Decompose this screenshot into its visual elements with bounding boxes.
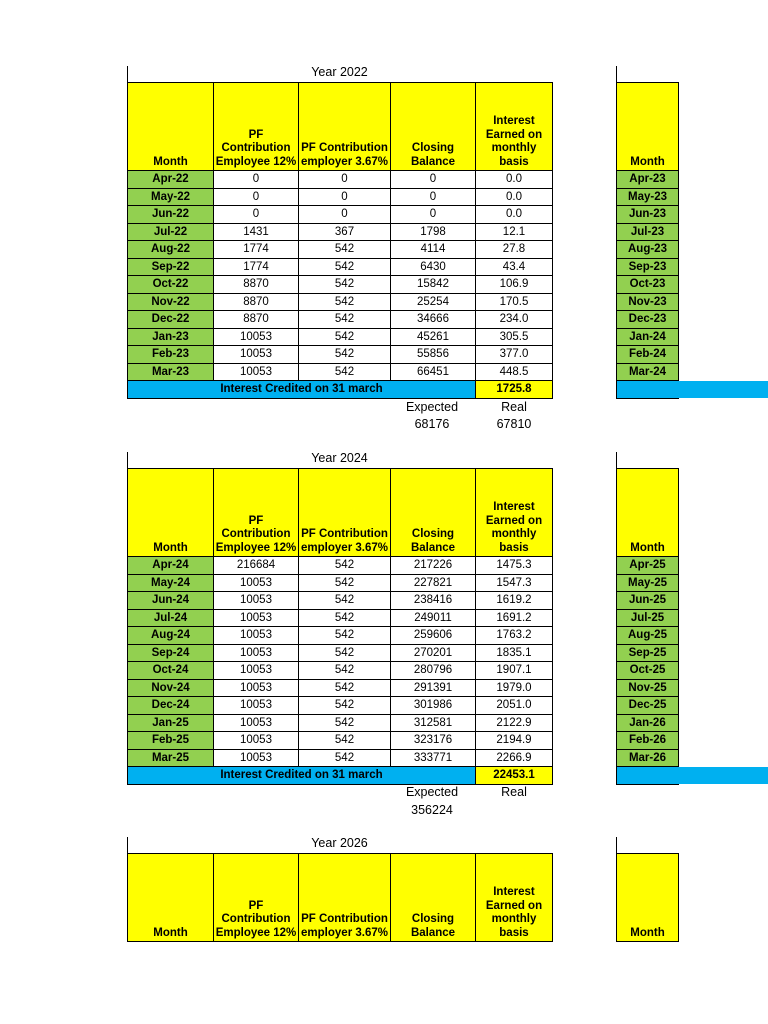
table-row <box>128 276 553 294</box>
pf-table-2024 <box>127 468 553 785</box>
side-month-cell: Jul-23 <box>617 223 679 241</box>
interest-cell: 2266.9 <box>476 749 553 767</box>
table-row <box>128 188 553 206</box>
month-cell: May-24 <box>128 574 214 592</box>
closing-cell: 15842 <box>391 276 476 294</box>
header-employer: PF Contribution employer 3.67% <box>299 469 391 557</box>
closing-cell: 323176 <box>391 732 476 750</box>
table-row <box>128 557 553 575</box>
interest-cell: 1475.3 <box>476 557 553 575</box>
month-cell: Feb-25 <box>128 732 214 750</box>
side-month-cell: Nov-23 <box>617 293 679 311</box>
table-row <box>128 171 553 189</box>
side-table-2025 <box>616 468 679 785</box>
table-row <box>128 258 553 276</box>
employer-cell: 542 <box>299 311 391 329</box>
side-row <box>617 697 679 715</box>
interest-cell: 1619.2 <box>476 592 553 610</box>
month-cell: Oct-22 <box>128 276 214 294</box>
side-month-cell: Sep-25 <box>617 644 679 662</box>
closing-cell: 301986 <box>391 697 476 715</box>
interest-total: 1725.8 <box>476 381 553 399</box>
side-row <box>617 644 679 662</box>
employee-cell: 8870 <box>214 276 299 294</box>
side-row <box>617 732 679 750</box>
side-row <box>617 679 679 697</box>
side-row <box>617 592 679 610</box>
side-month-cell: Dec-25 <box>617 697 679 715</box>
month-cell: Jul-22 <box>128 223 214 241</box>
side-row <box>617 171 679 189</box>
month-cell: Jun-22 <box>128 206 214 224</box>
employer-cell: 542 <box>299 679 391 697</box>
employer-cell: 367 <box>299 223 391 241</box>
employee-cell: 10053 <box>214 714 299 732</box>
interest-cell: 1979.0 <box>476 679 553 697</box>
side-row <box>617 206 679 224</box>
header-employee: PF Contribution Employee 12% <box>214 469 299 557</box>
employer-cell: 542 <box>299 714 391 732</box>
side-row <box>617 241 679 259</box>
interest-total: 22453.1 <box>476 767 553 785</box>
month-cell: Apr-24 <box>128 557 214 575</box>
closing-cell: 45261 <box>391 328 476 346</box>
side-row <box>617 557 679 575</box>
employer-cell: 542 <box>299 363 391 381</box>
interest-cell: 1691.2 <box>476 609 553 627</box>
interest-cell: 1835.1 <box>476 644 553 662</box>
interest-cell: 1763.2 <box>476 627 553 645</box>
header-month: Month <box>128 469 214 557</box>
month-cell: Sep-22 <box>128 258 214 276</box>
employee-cell: 10053 <box>214 627 299 645</box>
month-cell: Jun-24 <box>128 592 214 610</box>
table-row <box>128 206 553 224</box>
side-month-cell: Jun-23 <box>617 206 679 224</box>
employer-cell: 0 <box>299 171 391 189</box>
side-month-cell: Sep-23 <box>617 258 679 276</box>
employee-cell: 0 <box>214 171 299 189</box>
interest-cell: 1547.3 <box>476 574 553 592</box>
table-row <box>128 627 553 645</box>
interest-credited-row <box>128 381 553 399</box>
table-row <box>128 293 553 311</box>
expected-label: Expected <box>405 400 459 414</box>
employer-cell: 542 <box>299 592 391 610</box>
side-month-cell: Jan-26 <box>617 714 679 732</box>
closing-cell: 249011 <box>391 609 476 627</box>
closing-cell: 259606 <box>391 627 476 645</box>
employee-cell: 10053 <box>214 732 299 750</box>
interest-cell: 2051.0 <box>476 697 553 715</box>
employer-cell: 542 <box>299 697 391 715</box>
employer-cell: 542 <box>299 662 391 680</box>
header-closing: Closing Balance <box>391 854 476 942</box>
interest-cell: 448.5 <box>476 363 553 381</box>
employee-cell: 8870 <box>214 293 299 311</box>
interest-cell: 27.8 <box>476 241 553 259</box>
employer-cell: 0 <box>299 206 391 224</box>
table-row <box>128 662 553 680</box>
side-interest-cell <box>617 767 679 785</box>
table-row <box>128 311 553 329</box>
side-row <box>617 293 679 311</box>
closing-cell: 270201 <box>391 644 476 662</box>
closing-cell: 227821 <box>391 574 476 592</box>
employee-cell: 10053 <box>214 363 299 381</box>
header-month: Month <box>128 83 214 171</box>
side-month-cell: Mar-26 <box>617 749 679 767</box>
side-month-cell: Mar-24 <box>617 363 679 381</box>
side-month-cell: Jan-24 <box>617 328 679 346</box>
table-row <box>128 346 553 364</box>
employer-cell: 542 <box>299 346 391 364</box>
employee-cell: 10053 <box>214 574 299 592</box>
interest-cell: 377.0 <box>476 346 553 364</box>
table-row <box>128 679 553 697</box>
closing-cell: 280796 <box>391 662 476 680</box>
employer-cell: 542 <box>299 574 391 592</box>
interest-cell: 2194.9 <box>476 732 553 750</box>
closing-cell: 1798 <box>391 223 476 241</box>
interest-credited-label: Interest Credited on 31 march <box>128 381 476 399</box>
table-row <box>128 592 553 610</box>
employee-cell: 10053 <box>214 662 299 680</box>
month-cell: Nov-24 <box>128 679 214 697</box>
table-row <box>128 328 553 346</box>
employee-cell: 10053 <box>214 346 299 364</box>
interest-cell: 0.0 <box>476 206 553 224</box>
expected-label: Expected <box>405 785 459 799</box>
real-label: Real <box>501 785 527 799</box>
closing-cell: 333771 <box>391 749 476 767</box>
month-cell: May-22 <box>128 188 214 206</box>
interest-cell: 234.0 <box>476 311 553 329</box>
interest-cell: 0.0 <box>476 171 553 189</box>
table-row <box>128 223 553 241</box>
month-cell: Mar-23 <box>128 363 214 381</box>
side-month-cell: Feb-26 <box>617 732 679 750</box>
employer-cell: 542 <box>299 627 391 645</box>
employee-cell: 216684 <box>214 557 299 575</box>
month-cell: Dec-24 <box>128 697 214 715</box>
side-header-month: Month <box>617 469 679 557</box>
pf-table-2026 <box>127 853 553 942</box>
interest-cell: 106.9 <box>476 276 553 294</box>
closing-cell: 217226 <box>391 557 476 575</box>
closing-cell: 6430 <box>391 258 476 276</box>
employer-cell: 542 <box>299 276 391 294</box>
month-cell: Dec-22 <box>128 311 214 329</box>
header-interest: Interest Earned on monthly basis <box>476 83 553 171</box>
header-month: Month <box>128 854 214 942</box>
month-cell: Aug-24 <box>128 627 214 645</box>
side-interest-row <box>617 767 679 785</box>
side-table-2023 <box>616 82 679 399</box>
header-employer: PF Contribution employer 3.67% <box>299 854 391 942</box>
table-row <box>128 697 553 715</box>
employee-cell: 0 <box>214 206 299 224</box>
employer-cell: 542 <box>299 732 391 750</box>
employer-cell: 542 <box>299 241 391 259</box>
year-title: Year 2024 <box>311 451 368 465</box>
employer-cell: 542 <box>299 644 391 662</box>
side-row <box>617 363 679 381</box>
table-row <box>128 363 553 381</box>
side-row <box>617 749 679 767</box>
side-month-cell: May-25 <box>617 574 679 592</box>
table-row <box>128 241 553 259</box>
closing-cell: 34666 <box>391 311 476 329</box>
interest-cell: 170.5 <box>476 293 553 311</box>
side-header-month: Month <box>617 83 679 171</box>
month-cell: Oct-24 <box>128 662 214 680</box>
month-cell: Aug-22 <box>128 241 214 259</box>
side-row <box>617 714 679 732</box>
side-row <box>617 627 679 645</box>
side-month-cell: Oct-25 <box>617 662 679 680</box>
year-title: Year 2022 <box>311 65 368 79</box>
year-title: Year 2026 <box>311 836 368 850</box>
employee-cell: 1431 <box>214 223 299 241</box>
closing-cell: 4114 <box>391 241 476 259</box>
employee-cell: 8870 <box>214 311 299 329</box>
side-month-cell: Apr-25 <box>617 557 679 575</box>
employer-cell: 542 <box>299 328 391 346</box>
side-row <box>617 662 679 680</box>
closing-cell: 66451 <box>391 363 476 381</box>
side-row <box>617 574 679 592</box>
employer-cell: 542 <box>299 749 391 767</box>
employee-cell: 0 <box>214 188 299 206</box>
side-month-cell: May-23 <box>617 188 679 206</box>
side-month-cell: Jun-25 <box>617 592 679 610</box>
interest-cell: 1907.1 <box>476 662 553 680</box>
closing-cell: 0 <box>391 171 476 189</box>
header-employee: PF Contribution Employee 12% <box>214 83 299 171</box>
closing-cell: 25254 <box>391 293 476 311</box>
side-interest-cell <box>617 381 679 399</box>
real-label: Real <box>501 400 527 414</box>
side-row <box>617 276 679 294</box>
month-cell: Feb-23 <box>128 346 214 364</box>
interest-bar-extension <box>678 381 768 398</box>
employee-cell: 1774 <box>214 241 299 259</box>
month-cell: Mar-25 <box>128 749 214 767</box>
employee-cell: 10053 <box>214 697 299 715</box>
interest-cell: 2122.9 <box>476 714 553 732</box>
employee-cell: 10053 <box>214 328 299 346</box>
interest-bar-extension <box>678 767 768 784</box>
employee-cell: 10053 <box>214 679 299 697</box>
table-row <box>128 644 553 662</box>
side-month-cell: Nov-25 <box>617 679 679 697</box>
employer-cell: 0 <box>299 188 391 206</box>
employee-cell: 1774 <box>214 258 299 276</box>
side-month-cell: Aug-25 <box>617 627 679 645</box>
closing-cell: 0 <box>391 206 476 224</box>
expected-value: 356224 <box>411 803 453 817</box>
employee-cell: 10053 <box>214 749 299 767</box>
side-row <box>617 258 679 276</box>
closing-cell: 291391 <box>391 679 476 697</box>
closing-cell: 0 <box>391 188 476 206</box>
header-employee: PF Contribution Employee 12% <box>214 854 299 942</box>
interest-cell: 43.4 <box>476 258 553 276</box>
employer-cell: 542 <box>299 557 391 575</box>
side-row <box>617 609 679 627</box>
side-header-month: Month <box>617 854 679 942</box>
table-row <box>128 714 553 732</box>
header-employer: PF Contribution employer 3.67% <box>299 83 391 171</box>
side-month-cell: Feb-24 <box>617 346 679 364</box>
header-closing: Closing Balance <box>391 83 476 171</box>
side-month-cell: Dec-23 <box>617 311 679 329</box>
side-interest-row <box>617 381 679 399</box>
interest-credited-row <box>128 767 553 785</box>
table-row <box>128 732 553 750</box>
employee-cell: 10053 <box>214 609 299 627</box>
pf-table-2022 <box>127 82 553 399</box>
table-row <box>128 749 553 767</box>
employer-cell: 542 <box>299 258 391 276</box>
header-interest: Interest Earned on monthly basis <box>476 469 553 557</box>
side-month-cell: Apr-23 <box>617 171 679 189</box>
month-cell: Jan-25 <box>128 714 214 732</box>
employer-cell: 542 <box>299 609 391 627</box>
table-row <box>128 609 553 627</box>
month-cell: Nov-22 <box>128 293 214 311</box>
side-row <box>617 188 679 206</box>
closing-cell: 312581 <box>391 714 476 732</box>
header-interest: Interest Earned on monthly basis <box>476 854 553 942</box>
side-row <box>617 311 679 329</box>
month-cell: Sep-24 <box>128 644 214 662</box>
employer-cell: 542 <box>299 293 391 311</box>
interest-cell: 305.5 <box>476 328 553 346</box>
side-month-cell: Oct-23 <box>617 276 679 294</box>
side-row <box>617 223 679 241</box>
employee-cell: 10053 <box>214 592 299 610</box>
real-value: 67810 <box>496 417 532 431</box>
side-month-cell: Aug-23 <box>617 241 679 259</box>
closing-cell: 55856 <box>391 346 476 364</box>
expected-value: 68176 <box>414 417 450 431</box>
side-table-2027 <box>616 853 679 942</box>
side-month-cell: Jul-25 <box>617 609 679 627</box>
side-row <box>617 346 679 364</box>
closing-cell: 238416 <box>391 592 476 610</box>
header-closing: Closing Balance <box>391 469 476 557</box>
month-cell: Apr-22 <box>128 171 214 189</box>
interest-cell: 12.1 <box>476 223 553 241</box>
month-cell: Jul-24 <box>128 609 214 627</box>
side-row <box>617 328 679 346</box>
table-row <box>128 574 553 592</box>
interest-credited-label: Interest Credited on 31 march <box>128 767 476 785</box>
interest-cell: 0.0 <box>476 188 553 206</box>
employee-cell: 10053 <box>214 644 299 662</box>
month-cell: Jan-23 <box>128 328 214 346</box>
